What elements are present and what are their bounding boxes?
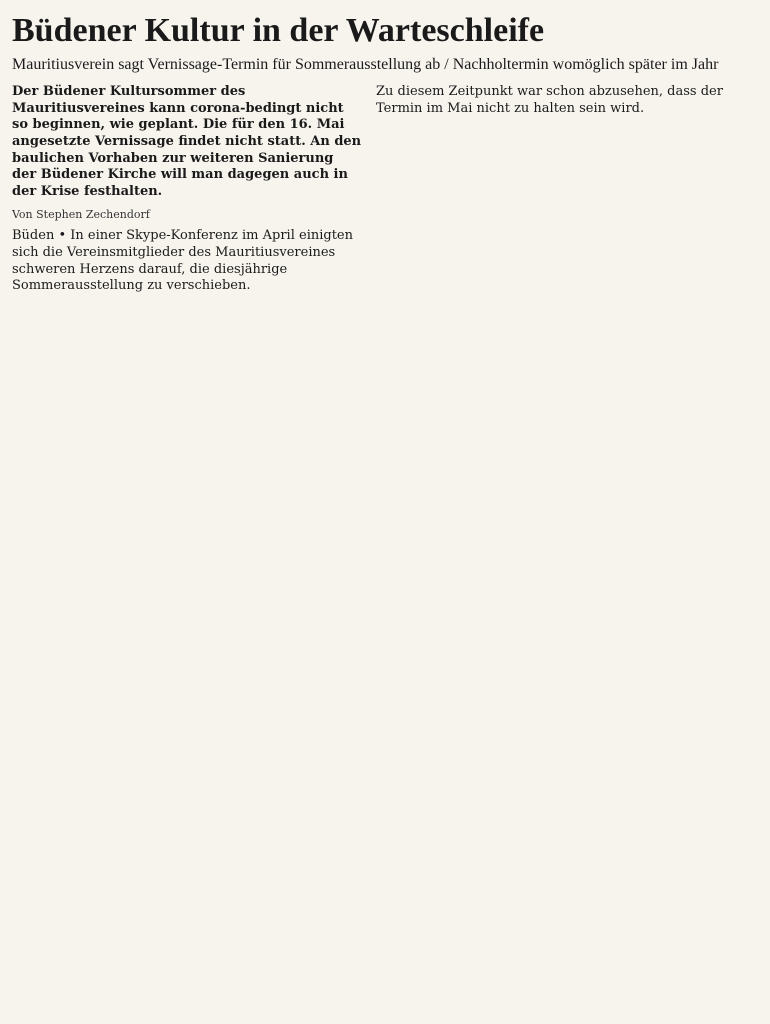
- article-paragraph: Büden • In einer Skype-Konferenz im April einigten sich die Vereinsmitglieder des Mauritiusvereines schweren Herzens darauf, die diesjährige Sommerausstellung zu verschieben.: [12, 228, 353, 294]
- author-line: Von Stephen Zechendorf: [12, 208, 150, 222]
- article-lede: Der Büdener Kultursommer des Mauritiusvereines kann corona-bedingt nicht so beginnen, wie geplant. Die für den 16. Mai angesetzte Vernissage findet nicht statt. An den baulichen Vorhaben zur weiteren Sanierung der Büdener Kirche will man dagegen auch in der Krise festhalten.: [12, 84, 362, 199]
- headline: Büdener Kultur in der Warteschleife: [12, 12, 545, 49]
- article-paragraph: Zu diesem Zeitpunkt war schon abzusehen, dass der Termin im Mai nicht zu halten sein wird.: [376, 84, 723, 116]
- article-body: [12, 84, 758, 303]
- subheadline: Mauritiusverein sagt Vernissage-Termin für Sommerausstellung ab / Nachholtermin womöglich später im Jahr: [12, 56, 719, 73]
- article-column-left: [12, 84, 362, 303]
- article-column-right: [376, 84, 726, 303]
